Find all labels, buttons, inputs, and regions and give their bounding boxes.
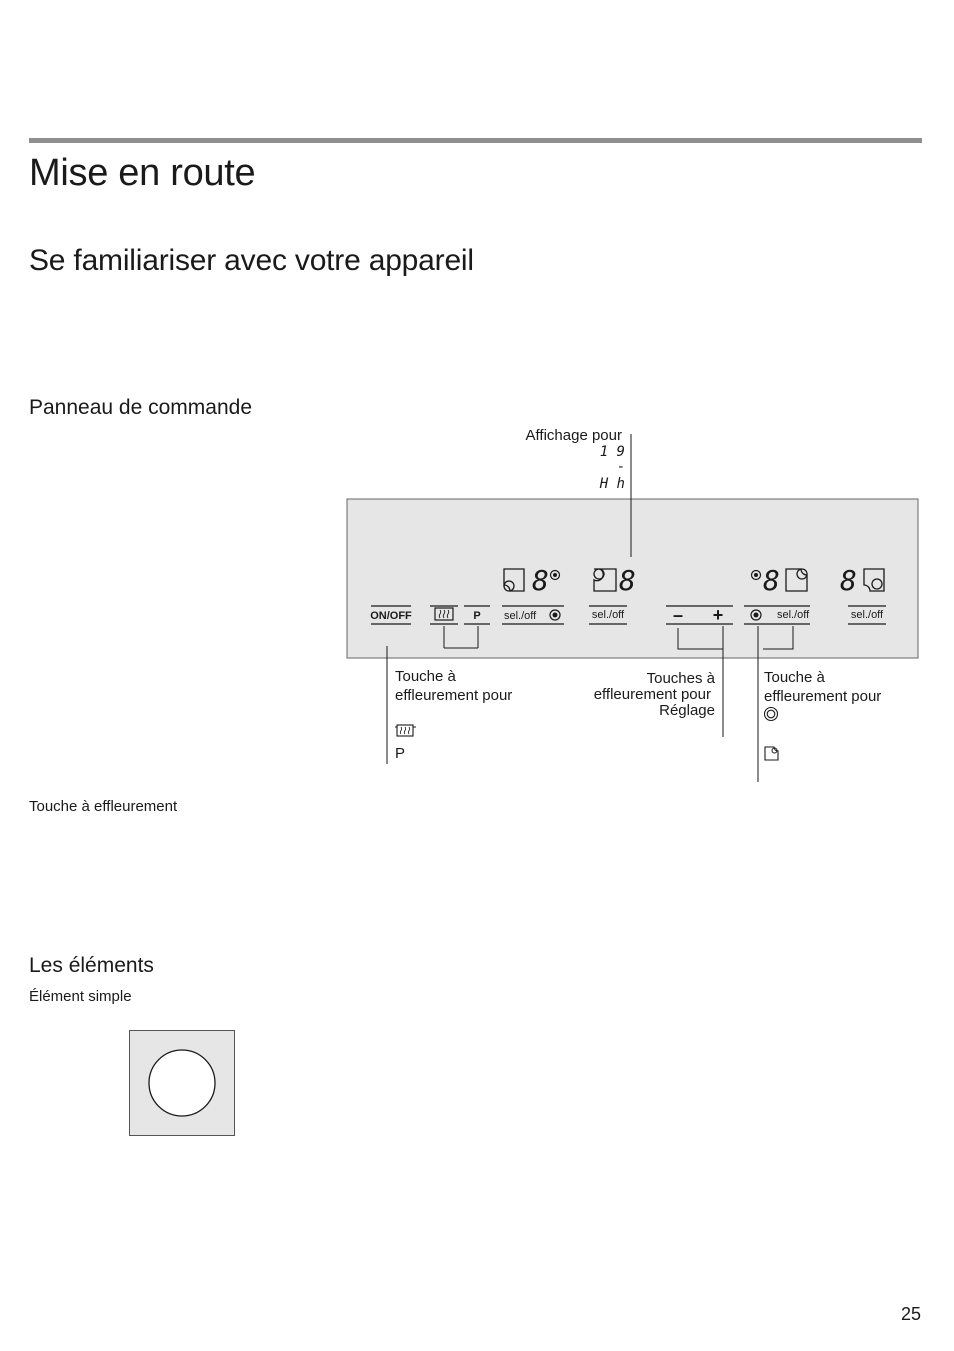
simple-element-label: Élément simple <box>29 988 132 1005</box>
sel-off-key-2-label: sel./off <box>591 609 625 621</box>
timer-double-ring-icon <box>765 708 778 721</box>
touch-key-label: Touche à effleurement <box>29 798 178 815</box>
right-callout-line2: effleurement pour <box>764 688 882 705</box>
childproof-lock-callout-icon <box>395 725 416 736</box>
control-panel-diagram <box>340 420 930 790</box>
display-label: Affichage pour <box>525 427 622 444</box>
mid-callout-line2: effleurement pour <box>593 686 711 703</box>
control-panel-svg <box>340 420 930 790</box>
page-title: Mise en route <box>29 152 256 194</box>
plus-key[interactable]: + <box>712 605 724 625</box>
simple-element-diagram <box>129 1030 235 1136</box>
display-code-3: H h <box>599 476 625 492</box>
cooking-zone-select-icon <box>765 747 778 760</box>
page-number: 25 <box>900 1304 921 1324</box>
power-digit-display-1: 8 <box>532 564 549 597</box>
minus-key[interactable]: – <box>672 605 684 625</box>
sel-off-key-1-label: sel./off <box>504 610 537 622</box>
right-callout-line1: Touche à <box>764 669 825 686</box>
timer-dot-icon <box>553 613 558 618</box>
left-callout-line2: effleurement pour <box>395 687 513 704</box>
sel-off-key-4-label: sel./off <box>850 609 884 621</box>
left-callout-line1: Touche à <box>395 668 456 685</box>
power-digit-display-4: 8 <box>840 564 857 597</box>
power-digit-display-2: 8 <box>619 564 636 597</box>
display-code-2: - <box>616 459 625 475</box>
elements-heading: Les éléments <box>29 954 154 977</box>
page-subtitle: Se familiariser avec votre appareil <box>29 244 474 277</box>
top-rule <box>29 138 922 143</box>
left-callout-p: P <box>395 745 406 762</box>
display-code-1: 1 9 <box>599 444 625 460</box>
timer-indicator-dot-icon <box>754 573 758 577</box>
timer-indicator-dot-icon <box>553 573 557 577</box>
control-panel-heading: Panneau de commande <box>29 396 252 419</box>
mid-callout-line1: Touches à <box>646 670 715 687</box>
mid-callout-line3: Réglage <box>659 702 715 719</box>
simple-element-zone-icon <box>149 1050 215 1116</box>
on-off-key-label: ON/OFF <box>370 610 412 622</box>
p-key-label: P <box>473 610 481 622</box>
timer-dot-icon <box>754 613 759 618</box>
power-digit-display-3: 8 <box>763 564 780 597</box>
sel-off-key-3-label: sel./off <box>777 609 810 621</box>
